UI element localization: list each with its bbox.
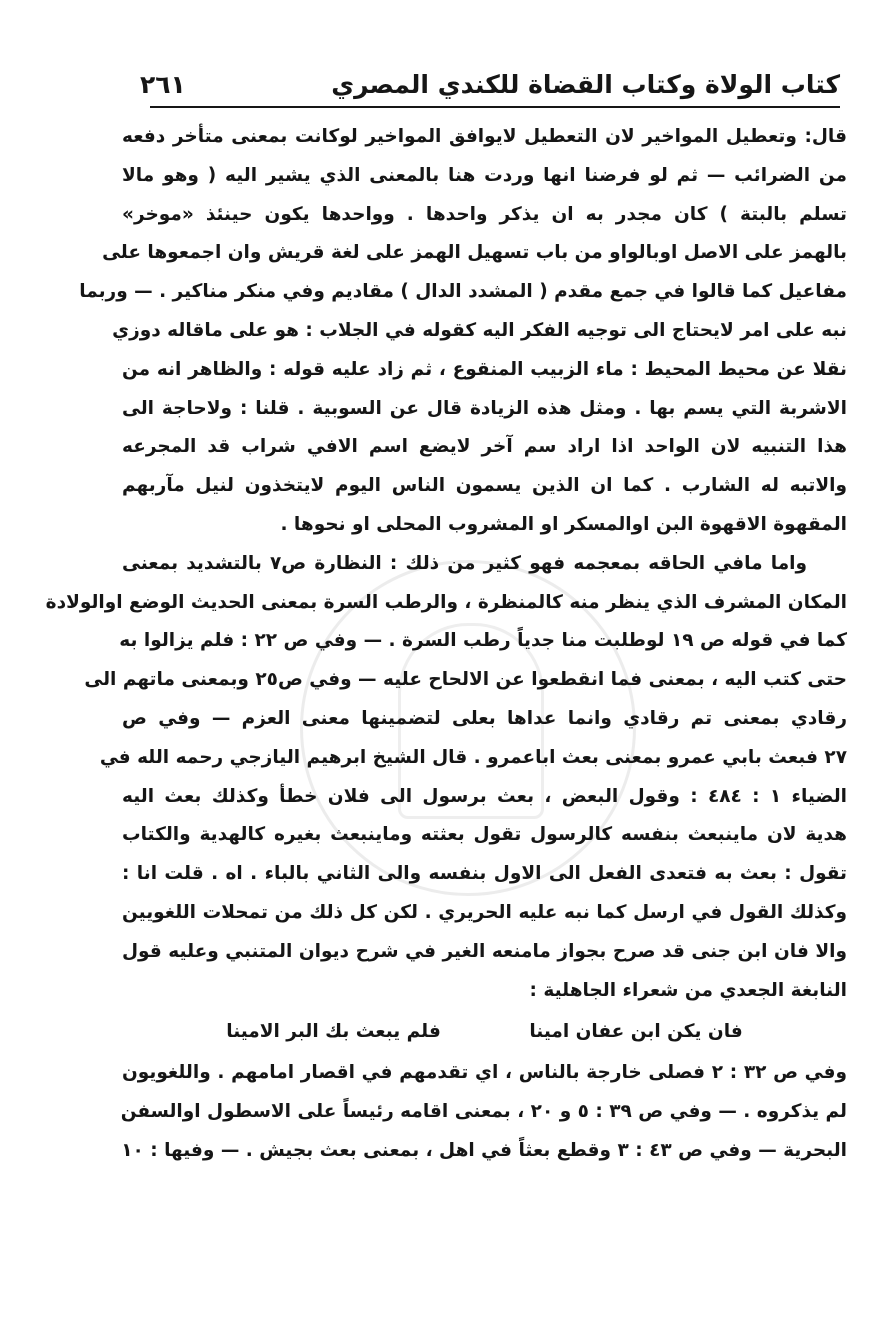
- text-line: واما مافي الحاقه بمعجمه فهو كثير من ذلك : النظارة ص٧ بالتشديد بمعنى: [122, 552, 807, 574]
- header-rule: [150, 106, 840, 108]
- text-line: البحرية — وفي ص ٤٣ : ٣ وقطع بعثاً في اهل ، بمعنى بعث بجيش . — وفيها : ١٠: [121, 1139, 847, 1161]
- text-line: لم يذكروه . — وفي ص ٣٩ : ٥ و ٢٠ ، بمعنى اقامه رئيساً على الاسطول اوالسفن: [120, 1101, 847, 1123]
- running-header: [140, 64, 840, 104]
- poem-verse: [122, 1010, 847, 1054]
- text-line: نبه على امر لايحتاج الى توجيه الفكر اليه كقوله في الجلاب : هو على ماقاله دوزي: [112, 319, 847, 341]
- text-line: الاشربة التي يسم بها . ومثل هذه الزيادة قال عن السوبية . قلنا : ولاحاجة الى: [122, 397, 847, 419]
- text-line: والاتبه له الشارب . كما ان الذين يسمون الناس اليوم لايتخذون لنيل مآربهم: [122, 475, 847, 497]
- text-line: مفاعيل كما قالوا في جمع مقدم ( المشدد الدال ) مقاديم وفي منكر مناكير . — وربما: [79, 281, 847, 303]
- text-line: والا فان ابن جنى قد صرح بجواز مامنعه الغير في شرح ديوان المتنبي وعليه قول: [122, 940, 847, 962]
- text-line: بالهمز على الاصل اوبالواو من باب تسهيل الهمز على لغة قريش وان اجمعوها على: [102, 242, 847, 264]
- text-line: كما في قوله ص ١٩ لوطلبت منا جدياً رطب السرة . — وفي ص ٢٢ : فلم يزالوا به: [119, 630, 847, 652]
- text-line: رقادي بمعنى تم رقادي وانما عداها بعلى لتضمينها معنى العزم — وفي ص: [122, 707, 847, 729]
- verse-first-hemistich: فان يكن ابن عفان امينا: [529, 1021, 743, 1043]
- text-line: المكان المشرف الذي ينظر منه كالمنظرة ، والرطب السرة بمعنى الحديث الوضع اوالولادة: [45, 591, 847, 613]
- text-line: هذا التنبيه لان الواحد اذا اراد سم آخر لايضع اسم الافي شراب قد المجرعه: [122, 436, 847, 458]
- text-line: تقول : بعث به فتعدى الفعل الى الاول بنفسه والى الثاني بالباء . اه . قلت انا :: [122, 863, 847, 885]
- text-line: هدية لان ماينبعث بنفسه كالرسول تقول بعثته وماينبعث بغيره كالهدية والكتاب: [122, 824, 847, 846]
- text-line: تسلم بالبتة ) كان مجدر به ان يذكر واحدها . وواحدها يكون حينئذ «موخر»: [122, 203, 847, 225]
- text-line: المقهوة الاقهوة البن اوالمسكر او المشروب المحلى او نحوها .: [280, 513, 847, 535]
- page-body: [45, 118, 847, 1171]
- running-title: كتاب الولاة وكتاب القضاة للكندي المصري: [331, 69, 840, 99]
- text-line: قال: وتعطيل المواخير لان التعطيل لايوافق المواخير لوكانت بمعنى متأخر دفعه: [122, 126, 847, 147]
- text-line: من الضرائب — ثم لو فرضنا انها وردت هنا بالمعنى الذي يشير اليه ( وهو مالا: [122, 164, 847, 186]
- text-line: حتى كتب اليه ، بمعنى فما انقطعوا عن الالحاح عليه — وفي ص٢٥ وبمعنى ماتهم الى: [84, 669, 847, 691]
- verse-second-hemistich: فلم يبعث بك البر الامينا: [226, 1021, 441, 1043]
- text-line: النابغة الجعدي من شعراء الجاهلية :: [529, 979, 847, 1001]
- text-line: ٢٧ فبعث بابي عمرو بمعنى بعث اباعمرو . قال الشيخ ابرهيم اليازجي رحمه الله في: [99, 746, 847, 768]
- page-number: ٢٦١: [140, 69, 186, 99]
- text-line: الضياء ١ : ٤٨٤ : وقول البعض ، بعث برسول الى فلان خطأ وكذلك بعث اليه: [122, 785, 847, 807]
- text-line: وفي ص ٣٢ : ٢ فصلى خارجة بالناس ، اي تقدمهم في اقصار امامهم . واللغويون: [122, 1062, 847, 1084]
- text-line: وكذلك القول في ارسل كما نبه عليه الحريري . لكن كل ذلك من تمحلات اللغويين: [122, 901, 847, 923]
- text-line: نقلا عن محيط المحيط : ماء الزبيب المنقوع ، ثم زاد عليه قوله : والظاهر انه من: [122, 358, 847, 380]
